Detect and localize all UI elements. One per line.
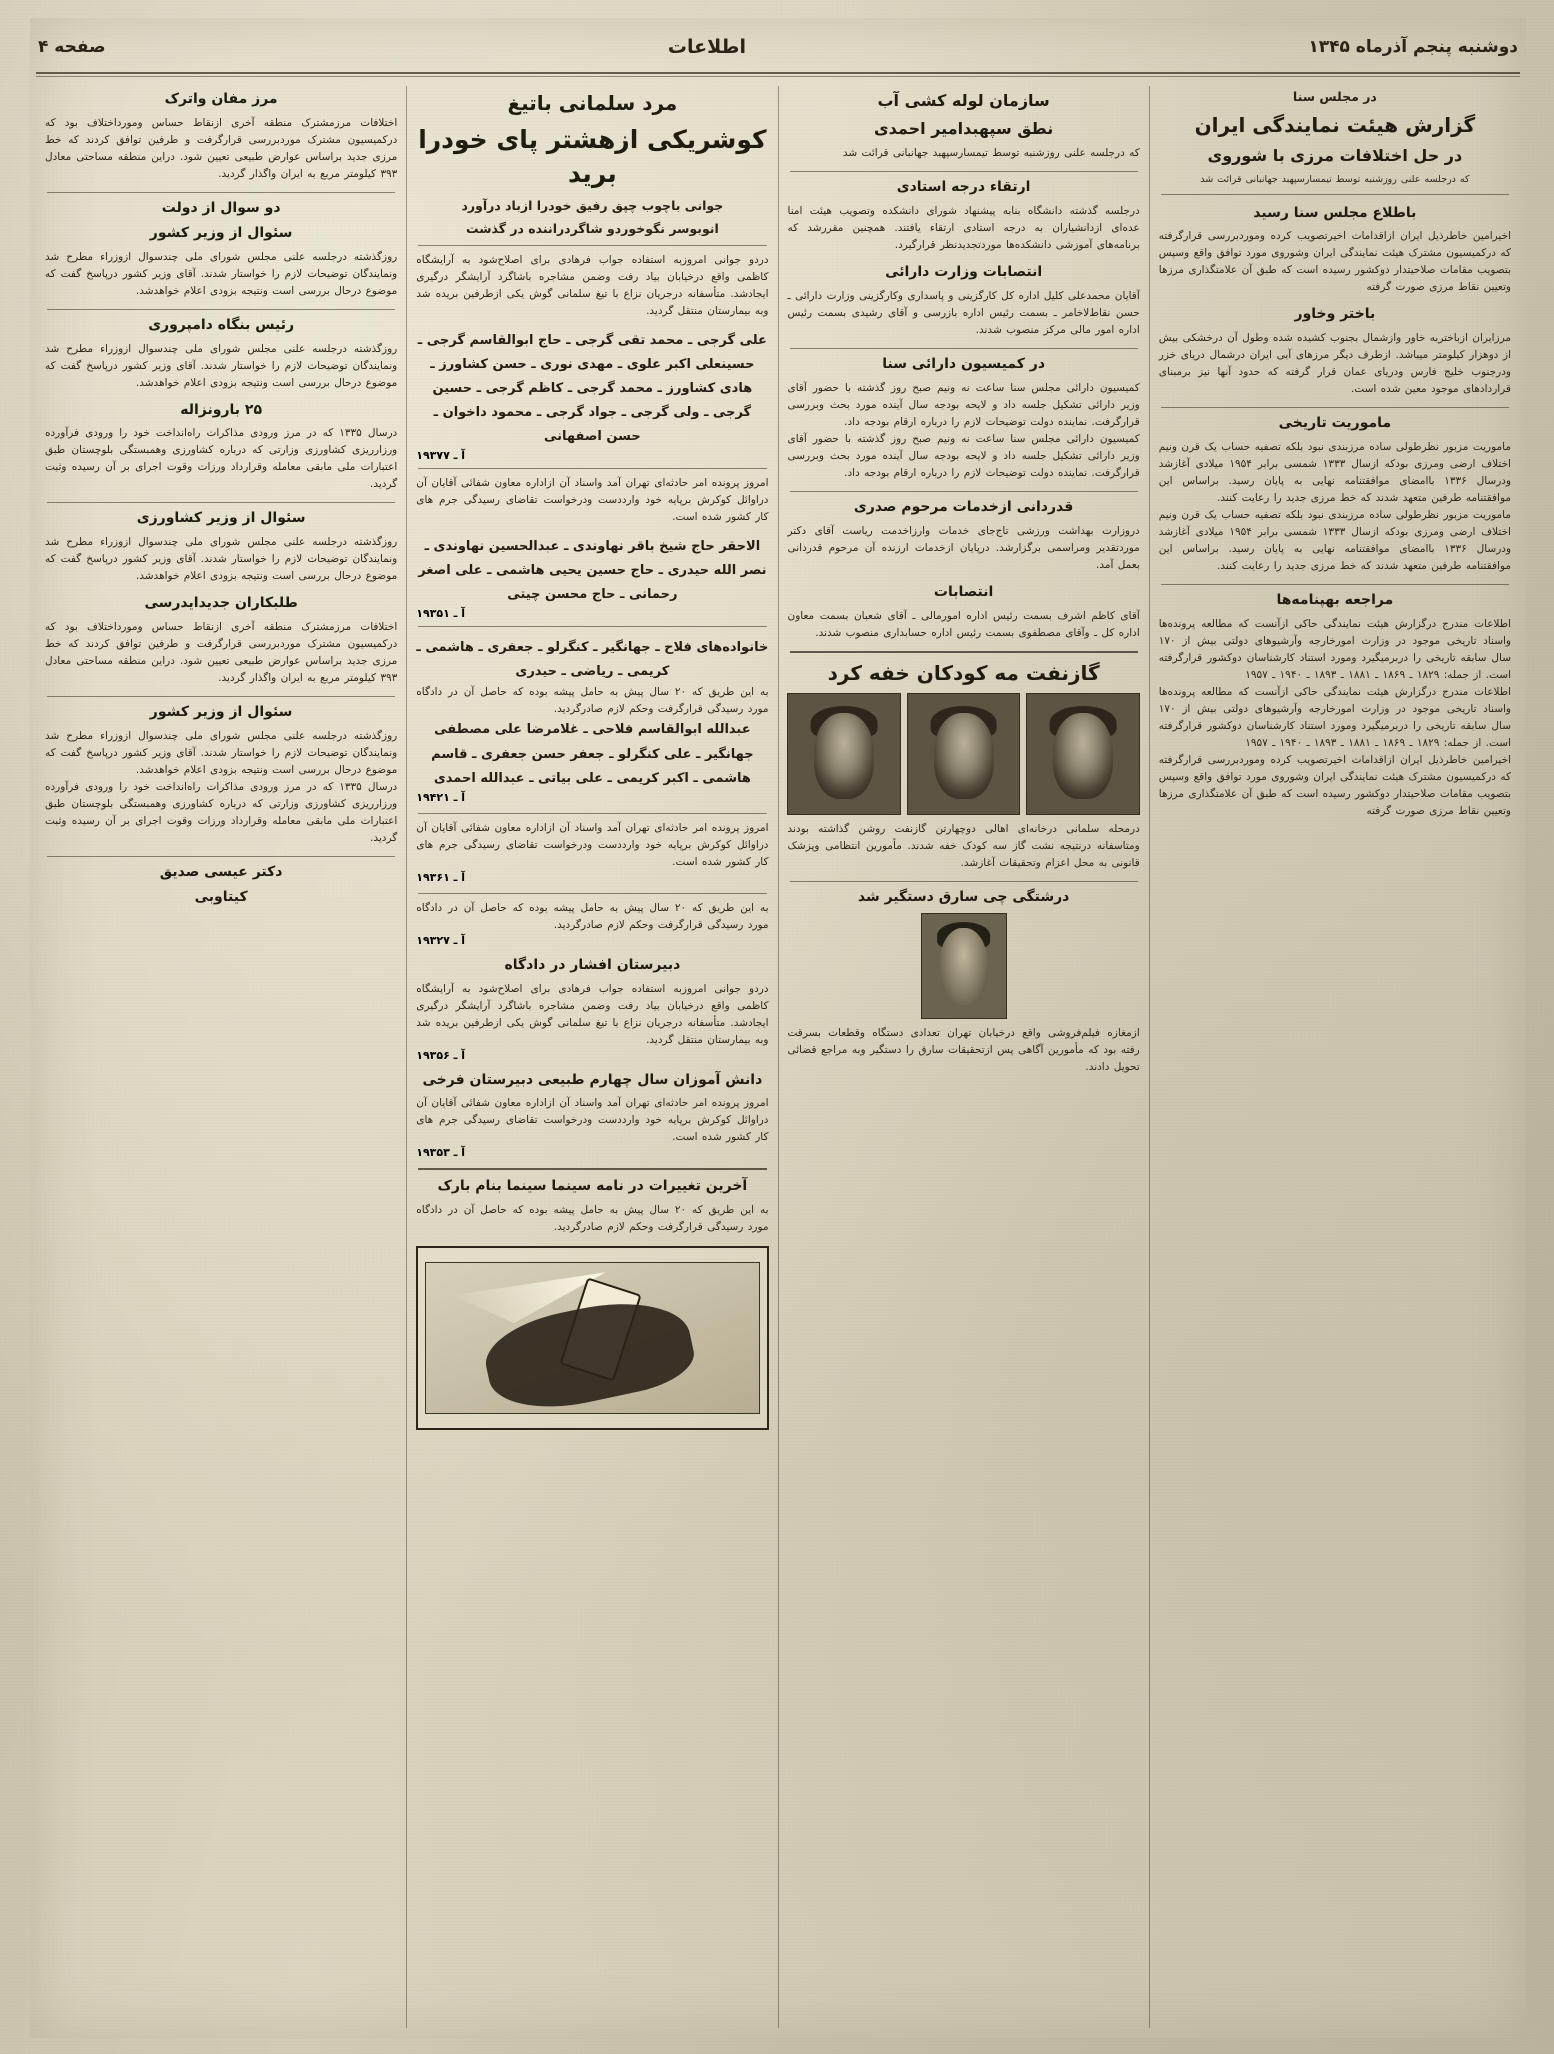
question-block-3 — [45, 401, 397, 494]
masthead-rule-secondary — [36, 76, 1520, 77]
notice-c3-2 — [416, 900, 768, 947]
article-c2-1 — [788, 178, 1140, 254]
deck: که درجلسه علنی روزشنبه توسط تیمسارسپهبد جهانبانی قرائت شد — [1200, 174, 1470, 186]
ad-illustration — [425, 1262, 759, 1414]
article-body: مرزایران ازباختربه خاور وازشمال بجنوب کشیده شده وطول آن درخشکی بیش از دوهزار کیلومتر میباشد. ازطرف دیگر مرزهای آبی ایران درشمال دریای خزر ودرجنوب خلیج فارس ودریای عمان قرار گرفته که حدود آنها نیز برمبنای قراردادهای موجود معین شده است. — [1158, 332, 1511, 396]
article-title: مراجعه بهپنامه‌ها — [1276, 592, 1394, 609]
masthead-page-label: صفحه ۴ — [38, 37, 106, 57]
article-title-line1: مرد سلمانی باتیغ — [507, 91, 678, 115]
ad-code: آ ـ ۱۹۳۲۷ — [416, 933, 466, 947]
masthead-rule — [36, 72, 1520, 74]
article-c3-head — [416, 90, 768, 320]
notice-c3-3 — [416, 956, 768, 1062]
notice-c3-5 — [416, 1177, 768, 1236]
column-4 — [36, 86, 406, 2028]
masthead — [38, 26, 1518, 68]
masthead-date: دوشنبه پنجم آذرماه ۱۳۴۵ — [1308, 37, 1518, 57]
article-title-line2: کوشریکی ازهشتر پای خودرا برید — [418, 125, 767, 188]
question-title: طلبکاران جدیدایدرسی — [144, 595, 298, 612]
article-body-cont: درسال ۱۳۳۵ که در مرز ورودی مذاکرات راه‌انداخت خود را ورودی فرآورده ورزار‌ریزی کشاورزی وزارتی که درباره کشاورزی وهمبستگی بلوچستان طبق اعتبارات ملی مابقی معامله وقرارداد ورزات وقوت اجرای بر آن رسیده وثبت گردید. — [45, 781, 398, 845]
article-body: امروز پرونده امر حادثه‌ای تهران آمد واسناد آن ازاداره معاون شفائی آقایان آن دراوائل کوکرش برپایه خود وارددست ودرخواست تقاضای رسیدگی جرم های کار کشور شده است. — [416, 477, 769, 524]
question-title: سئوال از وزیر کشاورزی — [136, 510, 306, 527]
article-c2-head — [788, 90, 1140, 162]
article-body: امروز پرونده امر حادثه‌ای تهران آمد واسناد آن ازاداره معاون شفائی آقایان آن دراوائل کوکرش برپایه خود وارددست ودرخواست تقاضای رسیدگی جرم های کار کشور شده است. — [416, 821, 769, 868]
obituary-2 — [416, 535, 768, 627]
victim-photo-3 — [787, 693, 900, 815]
article-body: دروزارت بهداشت ورزشی تاج‌جای خدمات وارزاخدمت ریاست آقای دکتر موردتقدیر ومراسمی برگزارشد. درپایان ازخدمات ارزنده آن مرحوم قدردانی بعمل آمد. — [787, 524, 1140, 571]
lead-story-c1 — [1159, 88, 1511, 195]
article-body-cont: ماموریت مزبور نظرطولی ساده مرزبندی نبود بلکه تصفیه حساب یک قرن ونیم اختلاف ارضی ومرزی بودکه ازسال ۱۳۳۳ شمسی برابر ۱۹۵۴ میلادی آغازشد ودرسال ۱۳۳۶ باامضای موافقتنامه نهایی به پایان رسید. براساس این موافقتنامه طرفین متعهد شدند که خط مرزی جدید را رعایت کنند. — [1158, 509, 1512, 573]
article-body-cont2: اخیرامین خاطرذیل ایران ازاقدامات اخیرتصویب کرده وموردبررسی قرارگرفته که درکمیسیون مشترک هیئت نمایندگی ایران وشوروی مورد توافق واقع وسپس بتصویب مقامات صلاحیتدار دوکشور رسیده است که طبق آن علامتگذاری مرزها وتعیین نقاط مرزی صورت گرفته — [1158, 754, 1511, 818]
article-body: درسال ۱۳۳۵ که در مرز ورودی مذاکرات راه‌انداخت خود را ورودی فرآورده ورزار‌ریزی کشاورزی وزارتی که درباره کشاورزی وهمبستگی بلوچستان طبق اعتبارات ملی مابقی معامله وقرارداد ورزات وقوت اجرای بر آن رسیده وثبت گردید. — [45, 427, 398, 491]
question-block-2 — [45, 316, 397, 392]
article-body: روزگذشته درجلسه علنی مجلس شورای ملی چندسوال ازوزراء مطرح شد ونمایندگان توضیحات لازم را خواستار شدند. آقای وزیر کشور درپاسخ گفت که موضوع درحال بررسی است ونتیجه بزودی اعلام خواهدشد. — [45, 536, 398, 583]
article-body: ماموریت مزبور نظرطولی ساده مرزبندی نبود بلکه تصفیه حساب یک قرن ونیم اختلاف ارضی ومرزی بودکه ازسال ۱۳۳۳ شمسی برابر ۱۹۵۴ میلادی آغازشد ودرسال ۱۳۳۶ باامضای موافقتنامه نهایی به پایان رسید. براساس این موافقتنامه طرفین متعهد شدند که خط مرزی جدید را رعایت کنند. — [1158, 441, 1512, 505]
article-title: ماموریت تاریخی — [1278, 415, 1392, 432]
column-grid — [36, 86, 1520, 2028]
divider — [418, 893, 766, 894]
kicker: در مجلس سنا — [1292, 89, 1377, 104]
article-body: آقای کاظم اشرف بسمت رئیس اداره امورمالی ـ آقای شعبان بسمت معاون اداره کل ـ وآقای مصطفوی بسمت رئیس اداره حسابداری منصوب شدند. — [787, 609, 1140, 639]
article-c1-1 — [1159, 204, 1511, 297]
masthead-paper-name: اطلاعات — [667, 36, 746, 58]
obituary-1 — [416, 329, 768, 526]
obituary-3 — [416, 636, 768, 803]
signature-block — [45, 863, 397, 907]
ad-code: آ ـ ۱۹۳۵۳ — [416, 1146, 466, 1160]
article-title: قدردانی ازخدمات مرحوم صدری — [853, 498, 1074, 515]
article-c1-2 — [1159, 305, 1511, 398]
notice-c3-4 — [416, 1071, 768, 1160]
ad-code: آ ـ ۱۹۳۶۱ — [416, 870, 466, 884]
article-body: اختلافات مرزمشترک منطقه آخری ازنقاط حساس ومورداختلاف بود که درکمیسیون مشترک موردبررسی قرارگرفت و طرفین توافق کردند که خط مرزی جدید براساس عوارض طبیعی تعیین شود. دراین منطقه مساحتی معادل ۳۹۳ کیلومتر مربع به ایران واگذار گردید. — [45, 621, 398, 685]
ad-code: آ ـ ۱۹۳۵۱ — [416, 607, 466, 621]
article-c1-3 — [1159, 414, 1511, 575]
question-title: رئیس بنگاه دامپروری — [148, 316, 295, 333]
article-c2-5 — [788, 583, 1140, 642]
article-c2-4 — [788, 498, 1140, 574]
ad-code: آ ـ ۱۹۳۷۷ — [416, 449, 466, 463]
article-title: درشتگی چی سارق دستگیر شد — [857, 888, 1070, 905]
divider — [790, 881, 1138, 882]
signature-1: دکتر عیسی صدیق — [159, 864, 283, 881]
article-body: دردو جوانی امروزبه استفاده جواب فرهادی برای اصلاح‌شود به آرایشگاه کاظمی واقع درخیابان بیاد رفت وضمن مشاجره باشاگرد آرایشگر درگیری ایجادشد. متأسفانه درجریان نزاع با تیغ سلمانی گوش یکی ازطرفین بریده شد وبه بیمارستان منتقل گردید. — [416, 254, 769, 317]
divider — [47, 856, 395, 857]
article-c2-6 — [788, 660, 1140, 872]
question-title: ۲۵ بارونزاله — [180, 401, 262, 418]
article-body-cont: کمیسیون دارائی مجلس سنا ساعت نه ونیم صبح روز گذشته با حضور آقای وزیر دارائی تشکیل جلسه داد و لایحه بودجه سال آینده مورد بحث وبررسی قرارگرفت. نماینده دولت توضیحات لازم را درباره ارقام بودجه داد. — [787, 432, 1140, 479]
question-subtitle: سئوال از وزیر کشور — [149, 224, 293, 241]
article-title: ارتقاء درجه استادی — [896, 179, 1031, 196]
names-list: علی گرجی ـ محمد تقی گرجی ـ حاج ابوالقاسم گرجی ـ حسینعلی اکبر علوی ـ مهدی نوری ـ حسن کشاورز ـ هادی کشاورز ـ محمد گرجی ـ کاظم گرجی ـ حسین گرجی ـ ولی گرجی ـ جواد گرجی ـ محمود داخوان ـ حسن اصفهانی — [417, 333, 767, 445]
divider — [418, 468, 766, 469]
divider — [418, 245, 766, 246]
divider — [1161, 194, 1509, 195]
names-list: خانواده‌های فلاح ـ جهانگیر ـ کنگرلو ـ جعفری ـ هاشمی ـ کریمی ـ ریاضی ـ حیدری — [416, 640, 769, 680]
victim-photo-2 — [907, 693, 1020, 815]
divider — [47, 502, 395, 503]
article-title: باطلاع مجلس سنا رسید — [1253, 204, 1417, 221]
divider — [47, 309, 395, 310]
names-list-2: عبدالله ابوالقاسم فلاحی ـ غلامرضا علی مصطفی جهانگیر ـ علی کنگرلو ـ جعفر حسن جعفری ـ قاسم هاشمی ـ اکبر کریمی ـ علی بیاتی ـ عبدالله احمدی — [431, 722, 754, 786]
divider — [47, 192, 395, 193]
notice-title: دبیرستان افشار در دادگاه — [504, 956, 681, 973]
divider-thick — [418, 1168, 766, 1170]
article-body: روزگذشته درجلسه علنی مجلس شورای ملی چندسوال ازوزراء مطرح شد ونمایندگان توضیحات لازم را خواستار شدند. آقای وزیر کشور درپاسخ گفت که موضوع درحال بررسی است ونتیجه بزودی اعلام خواهدشد. — [45, 730, 398, 777]
question-block-4 — [45, 509, 397, 585]
divider — [418, 813, 766, 814]
article-body: روزگذشته درجلسه علنی مجلس شورای ملی چندسوال ازوزراء مطرح شد ونمایندگان توضیحات لازم را خواستار شدند. آقای وزیر کشور درپاسخ گفت که موضوع درحال بررسی است ونتیجه بزودی اعلام خواهدشد. — [45, 250, 398, 297]
divider — [790, 491, 1138, 492]
article-body: ازمغازه فیلم‌فروشی واقع درخیابان تهران تعدادی دستگاه وقطعات بسرقت رفته بود که مأمورین آگاهی پس ازتحقیقات سارق را دستگیر وبه مراجع قضائی تحویل دادند. — [787, 1026, 1140, 1073]
article-body: آقایان محمدعلی کلیل اداره کل کارگزینی و پاسداری وکارگزینی وزارت دارائی ـ حسن نقاط‌لاخامر ـ بسمت رئیس اداره بازرسی و آقای رشیدی بسمت رئیس اداره امور مالی مرکز منصوب شدند. — [787, 289, 1140, 336]
divider — [790, 348, 1138, 349]
signature-2: کیتاوبی — [194, 889, 248, 906]
question-block-1 — [45, 199, 397, 300]
notice-title: دانش آموزان سال چهارم طبیعی دبیرستان فرخی — [422, 1071, 763, 1088]
notice-title: آخرین تغییرات در نامه سینما سینما بنام بارک — [437, 1178, 748, 1195]
article-title-line1: سازمان لوله کشی آب — [877, 91, 1050, 110]
ad-code: آ ـ ۱۹۴۲۱ — [416, 790, 466, 804]
article-deck-1: جوانی باچوب چپق رفیق خودرا ازباد درآورد — [461, 197, 724, 213]
ad-code: آ ـ ۱۹۳۵۶ — [416, 1048, 466, 1062]
divider — [418, 626, 766, 627]
subhead: در حل اختلافات مرزی با شوروی — [1207, 145, 1463, 165]
question-title: دو سوال از دولت — [161, 199, 281, 216]
article-body: امروز پرونده امر حادثه‌ای تهران آمد واسناد آن ازاداره معاون شفائی آقایان آن دراوائل کوکرش برپایه خود وارددست ودرخواست تقاضای رسیدگی جرم های کار کشور شده است. — [416, 1097, 769, 1144]
article-body-cont: اطلاعات مندرج درگزارش هیئت نمایندگی حاکی ازآنست که مطالعه پرونده‌ها واسناد تاریخی موجود در وزارت امورخارجه وآرشیوهای دولتی بیش از ۱۷۰ سال سابقه تاریخی را دربرمیگیرد ومورد استناد کارشناسان دوکشور قرارگرفته است. از جمله: ۱۸۲۹ ـ ۱۸۶۹ ـ ۱۸۸۱ ـ ۱۸۹۳ ـ ۱۹۴۰ ـ ۱۹۵۷ — [1158, 686, 1511, 750]
notice-c3-1 — [416, 820, 768, 884]
article-body: به این طریق که ۲۰ سال پیش به حامل پیشه بوده که حاصل آن در دادگاه مورد رسیدگی قرارگرفت وحکم لازم صادرگردید. — [416, 1204, 769, 1234]
names-list: الاحقر حاج شیخ باقر نهاوندی ـ عبدالحسین نهاوندی ـ نصر الله حیدری ـ حاج حسین یحیی هاشمی ـ علی اصغر رحمانی ـ حاج محسن چیتی — [418, 539, 767, 603]
column-2 — [778, 86, 1149, 2028]
article-title: انتصابات وزارت دارائی — [885, 264, 1043, 281]
article-title: انتصابات — [933, 583, 994, 600]
suspect-portrait — [921, 913, 1007, 1019]
article-c2-2 — [788, 263, 1140, 339]
photo-group — [788, 693, 1140, 815]
divider — [1161, 407, 1509, 408]
article-title: باختر وخاور — [1294, 306, 1376, 323]
article-c1-4 — [1159, 591, 1511, 820]
article-title: گازنفت مه کودکان خفه کرد — [827, 660, 1100, 685]
article-c2-3 — [788, 355, 1140, 482]
article-title: در کمیسیون دارائی سنا — [882, 355, 1046, 372]
article-title: مرز مفان واترک — [164, 91, 278, 107]
article-c4-1 — [45, 90, 397, 183]
article-body: روزگذشته درجلسه علنی مجلس شورای ملی چندسوال ازوزراء مطرح شد ونمایندگان توضیحات لازم را خواستار شدند. آقای وزیر کشور درپاسخ گفت که موضوع درحال بررسی است ونتیجه بزودی اعلام خواهدشد. — [45, 342, 398, 389]
article-body: به این طریق که ۲۰ سال پیش به حامل پیشه بوده که حاصل آن در دادگاه مورد رسیدگی قرارگرفت وحکم لازم صادرگردید. — [416, 686, 769, 716]
advertisement-block[interactable] — [416, 1246, 768, 1430]
question-block-6 — [45, 703, 397, 847]
article-body: اختلافات مرزمشترک منطقه آخری ازنقاط حساس ومورداختلاف بود که درکمیسیون مشترک موردبررسی قرارگرفت و طرفین توافق کردند که خط مرزی جدید براساس عوارض طبیعی تعیین شود. دراین منطقه مساحتی معادل ۳۹۳ کیلومتر مربع به ایران واگذار گردید. — [45, 116, 398, 180]
photo-caption: درمحله سلمانی درخانه‌ای اهالی دوچهارتن گازنفت روشن گذاشته بودند ومتاسفانه درنتیجه نشت گاز سه کودک خفه شدند. مأمورین انتظامی وپزشک قانونی به محل اعزام وتحقیقات آغازشد. — [787, 822, 1140, 869]
article-body: اخیرامین خاطرذیل ایران ازاقدامات اخیرتصویب کرده وموردبررسی قرارگرفته که درکمیسیون مشترک هیئت نمایندگی ایران وشوروی مورد توافق واقع وسپس بتصویب مقامات صلاحیتدار دوکشور رسیده است که طبق آن علامتگذاری مرزها وتعیین نقاط مرزی صورت گرفته — [1158, 230, 1511, 294]
article-deck-2: انوبوسر نگوخوردو شاگردراننده در گذشت — [465, 221, 719, 237]
column-1 — [1149, 86, 1520, 2028]
article-body: درجلسه گذشته دانشگاه بنابه پیشنهاد شورای دانشکده وتصویب هیئت امنا عده‌ای ازدانشیاران به درجه استادی ارتقاء یافتند. همچنین مقررشد که برنامه‌های آموزشی دانشکده‌ها موردتجدیدنظر قرارگیرد. — [787, 205, 1140, 252]
divider — [1161, 584, 1509, 585]
page-title: گزارش هیئت نمایندگی ایران — [1194, 112, 1476, 137]
article-c2-7 — [788, 888, 1140, 1076]
divider-thick — [790, 651, 1138, 653]
article-body: دردو جوانی امروزبه استفاده جواب فرهادی برای اصلاح‌شود به آرایشگاه کاظمی واقع درخیابان بیاد رفت وضمن مشاجره باشاگرد آرایشگر درگیری ایجادشد. متأسفانه درجریان نزاع با تیغ سلمانی گوش یکی ازطرفین بریده شد وبه بیمارستان منتقل گردید. — [416, 982, 769, 1046]
column-3 — [406, 86, 777, 2028]
article-body: کمیسیون دارائی مجلس سنا ساعت نه ونیم صبح روز گذشته با حضور آقای وزیر دارائی تشکیل جلسه داد و لایحه بودجه سال آینده مورد بحث وبررسی قرارگرفت. نماینده دولت توضیحات لازم را درباره ارقام بودجه داد. — [787, 381, 1140, 428]
article-body: که درجلسه علنی روزشنبه توسط تیمسارسپهبد جهانبانی قرائت شد — [842, 147, 1140, 160]
article-title-line2: نطق سپهبدامیر احمدی — [873, 118, 1054, 138]
divider — [47, 696, 395, 697]
victim-photo-1 — [1026, 693, 1139, 815]
question-block-5 — [45, 594, 397, 687]
article-body: به این طریق که ۲۰ سال پیش به حامل پیشه بوده که حاصل آن در دادگاه مورد رسیدگی قرارگرفت وحکم لازم صادرگردید. — [416, 901, 769, 931]
divider — [790, 171, 1138, 172]
question-title: سئوال از وزیر کشور — [149, 704, 293, 721]
article-body: اطلاعات مندرج درگزارش هیئت نمایندگی حاکی ازآنست که مطالعه پرونده‌ها واسناد تاریخی موجود در وزارت امورخارجه وآرشیوهای دولتی بیش از ۱۷۰ سال سابقه تاریخی را دربرمیگیرد ومورد استناد کارشناسان دوکشور قرارگرفته است. از جمله: ۱۸۲۹ ـ ۱۸۶۹ ـ ۱۸۸۱ ـ ۱۸۹۳ ـ ۱۹۴۰ ـ ۱۹۵۷ — [1158, 618, 1511, 682]
